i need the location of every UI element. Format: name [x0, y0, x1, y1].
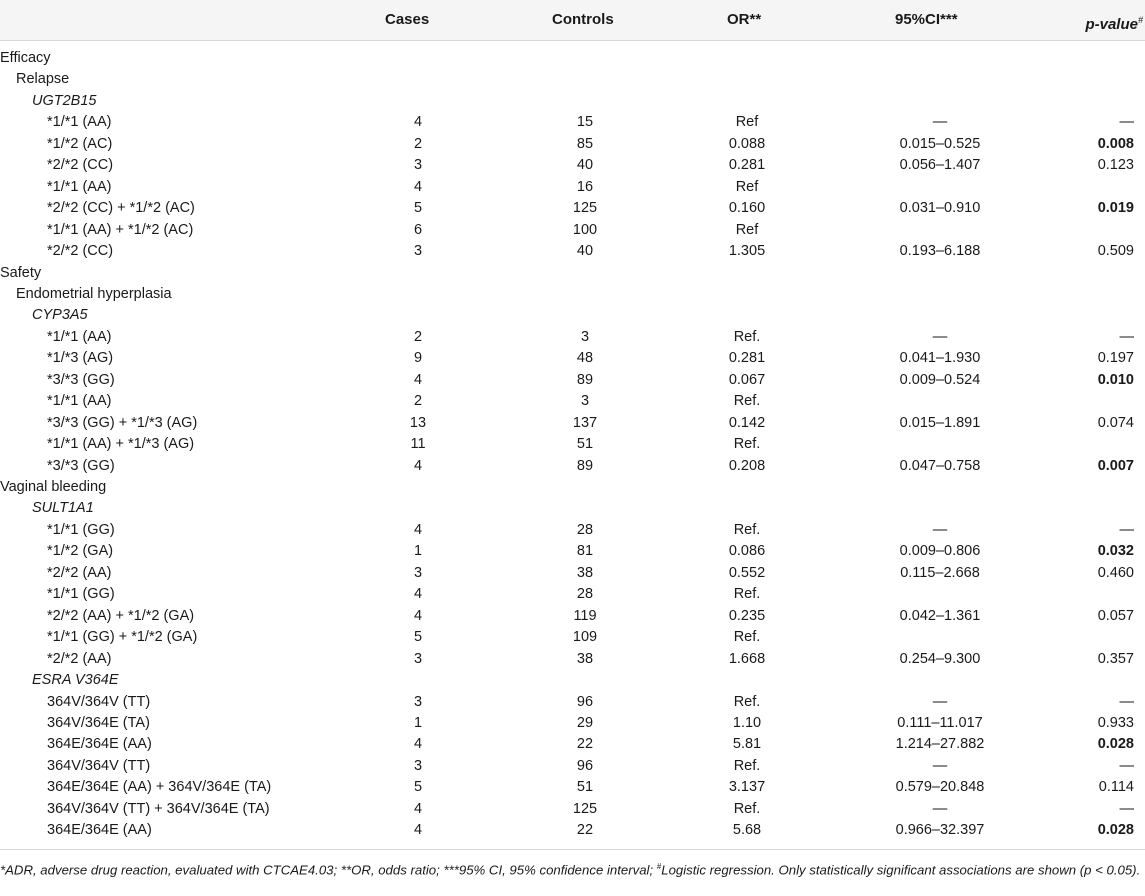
table-row	[0, 263, 1145, 285]
cell-controls: 109	[572, 629, 598, 646]
table-row	[0, 134, 1145, 156]
cell-controls: 3	[580, 328, 590, 345]
cell-or: 0.086	[728, 543, 766, 560]
table-row	[0, 584, 1145, 606]
cell-or: 0.142	[728, 414, 766, 431]
cell-controls: 51	[576, 779, 594, 796]
cell-ci: 0.009–0.524	[899, 371, 981, 388]
row-label: *2/*2 (AA)	[47, 650, 112, 667]
cell-p-value: 0.357	[1097, 650, 1134, 667]
header-cases: Cases	[385, 11, 430, 28]
cell-ci: 0.111–11.017	[897, 714, 983, 731]
row-label: Efficacy	[0, 50, 51, 66]
table-row	[0, 456, 1145, 478]
cell-controls: 40	[576, 157, 594, 174]
cell-p-value: 0.114	[1098, 779, 1134, 796]
cell-ci: 0.009–0.806	[899, 543, 981, 560]
row-label: CYP3A5	[32, 307, 88, 324]
cell-p-value: 0.007	[1097, 457, 1134, 474]
table-row	[0, 649, 1145, 671]
table-row	[0, 799, 1145, 821]
row-label: *2/*2 (AA) + *1/*2 (GA)	[47, 607, 195, 624]
cell-p-value: 0.197	[1097, 350, 1134, 367]
row-label: SULT1A1	[32, 500, 94, 517]
cell-or: 1.305	[728, 243, 766, 260]
cell-or: Ref.	[733, 393, 761, 410]
cell-or: Ref	[735, 114, 759, 131]
cell-controls: 137	[572, 414, 598, 431]
cell-controls: 28	[576, 521, 594, 538]
row-label: 364E/364E (AA)	[47, 736, 152, 753]
cell-or: 1.10	[732, 714, 762, 731]
row-label: *1/*1 (AA)	[47, 178, 112, 195]
row-label: *1/*1 (AA)	[47, 393, 112, 410]
cell-controls: 38	[576, 650, 594, 667]
cell-or: 5.68	[732, 822, 762, 839]
cell-controls: 28	[576, 586, 594, 603]
table-row	[0, 734, 1145, 756]
cell-controls: 38	[576, 564, 594, 581]
table-header	[0, 0, 1145, 41]
cell-cases: 1	[413, 714, 423, 731]
cell-cases: 4	[413, 800, 423, 817]
row-label: *1/*1 (AA)	[47, 328, 112, 345]
cell-p-value: 0.057	[1097, 607, 1134, 624]
row-label: *1/*1 (AA)	[47, 114, 112, 131]
table-row	[0, 69, 1145, 91]
cell-or: Ref.	[733, 328, 761, 345]
cell-or: 0.281	[728, 350, 766, 367]
cell-controls: 40	[576, 243, 594, 260]
cell-or: 0.552	[728, 564, 766, 581]
table-row	[0, 348, 1145, 370]
table-row	[0, 520, 1145, 542]
cell-or: 0.067	[728, 371, 766, 388]
row-label: UGT2B15	[32, 92, 97, 109]
cell-or: Ref.	[733, 436, 761, 453]
cell-ci: 0.056–1.407	[899, 157, 981, 174]
header-ci: 95%CI***	[895, 11, 958, 28]
cell-ci: 1.214–27.882	[895, 736, 985, 753]
cell-or: Ref	[735, 221, 759, 238]
cell-p-value: —	[1119, 693, 1134, 710]
cell-controls: 89	[576, 371, 594, 388]
table-row	[0, 541, 1145, 563]
cell-ci: —	[932, 521, 948, 538]
cell-or: 0.160	[728, 200, 766, 217]
cell-cases: 13	[409, 414, 427, 431]
cell-controls: 15	[576, 114, 594, 131]
cell-controls: 22	[576, 736, 594, 753]
row-label: *2/*2 (AA)	[47, 564, 112, 581]
row-label: *1/*1 (GG)	[47, 586, 115, 603]
table-row	[0, 777, 1145, 799]
cell-cases: 4	[413, 457, 423, 474]
table-row	[0, 413, 1145, 435]
cell-or: Ref.	[733, 693, 761, 710]
cell-or: 0.235	[728, 607, 766, 624]
row-label: 364V/364V (TT) + 364V/364E (TA)	[47, 800, 270, 817]
cell-p-value: —	[1119, 521, 1134, 538]
table-row	[0, 220, 1145, 242]
row-label: *3/*3 (GG)	[47, 371, 115, 388]
cell-or: 3.137	[728, 779, 766, 796]
row-label: *1/*2 (GA)	[47, 543, 114, 560]
cell-p-value: 0.032	[1097, 543, 1134, 560]
cell-ci: 0.966–32.397	[895, 822, 985, 839]
row-label: Vaginal bleeding	[0, 479, 107, 495]
cell-p-value: 0.460	[1097, 564, 1134, 581]
cell-controls: 81	[576, 543, 594, 560]
row-label: *1/*1 (AA) + *1/*3 (AG)	[47, 436, 195, 453]
cell-p-value: 0.123	[1097, 157, 1134, 174]
cell-p-value: —	[1119, 328, 1134, 345]
cell-cases: 3	[413, 564, 423, 581]
table-bottom-rule	[0, 849, 1145, 850]
table-footnote: *ADR, adverse drug reaction, evaluated with CTCAE4.03; **OR, odds ratio; ***95% CI, 95% confidence interval; #Logistic regression. Only statistically significant associations are shown (p < 0.05).	[0, 862, 1141, 878]
cell-controls: 96	[576, 757, 594, 774]
table-row	[0, 112, 1145, 134]
header-or: OR**	[727, 11, 762, 28]
table-row	[0, 670, 1145, 692]
row-label: *2/*2 (CC)	[47, 157, 114, 174]
table-row	[0, 48, 1145, 70]
table-row	[0, 498, 1145, 520]
cell-ci: —	[932, 757, 948, 774]
cell-p-value: 0.008	[1097, 135, 1134, 152]
row-label: *2/*2 (CC)	[47, 243, 114, 260]
cell-ci: —	[932, 114, 948, 131]
table-row	[0, 627, 1145, 649]
cell-controls: 125	[572, 800, 598, 817]
cell-cases: 6	[413, 221, 423, 238]
cell-p-value: 0.010	[1097, 371, 1134, 388]
table-row	[0, 370, 1145, 392]
cell-p-value: —	[1119, 757, 1134, 774]
cell-ci: 0.115–2.668	[900, 564, 980, 581]
table-row	[0, 477, 1145, 499]
table-row	[0, 820, 1145, 842]
row-label: Endometrial hyperplasia	[16, 285, 172, 302]
cell-ci: 0.047–0.758	[899, 457, 981, 474]
table-row	[0, 177, 1145, 199]
row-label: *2/*2 (CC) + *1/*2 (AC)	[47, 200, 195, 217]
cell-ci: 0.254–9.300	[899, 650, 981, 667]
cell-cases: 2	[413, 328, 423, 345]
cell-p-value: 0.028	[1097, 822, 1134, 839]
table-row	[0, 692, 1145, 714]
cell-cases: 5	[413, 200, 423, 217]
table-row	[0, 155, 1145, 177]
cell-ci: 0.015–1.891	[899, 414, 981, 431]
cell-or: 0.281	[728, 157, 766, 174]
table-row	[0, 241, 1145, 263]
cell-p-value: 0.028	[1097, 736, 1134, 753]
cell-or: 0.208	[728, 457, 766, 474]
cell-or: Ref	[735, 178, 759, 195]
cell-controls: 100	[572, 221, 598, 238]
cell-or: Ref.	[733, 521, 761, 538]
cell-cases: 4	[413, 607, 423, 624]
row-label: *1/*2 (AC)	[47, 135, 113, 152]
cell-cases: 3	[413, 650, 423, 667]
row-label: *1/*1 (GG) + *1/*2 (GA)	[47, 629, 198, 646]
cell-ci: 0.031–0.910	[899, 200, 981, 217]
cell-p-value: 0.074	[1097, 414, 1134, 431]
cell-controls: 85	[576, 135, 594, 152]
row-label: *1/*3 (AG)	[47, 350, 114, 367]
table-row	[0, 91, 1145, 113]
header-controls: Controls	[552, 11, 614, 28]
cell-cases: 3	[413, 757, 423, 774]
table-row	[0, 756, 1145, 778]
cell-or: 1.668	[728, 650, 766, 667]
table-row	[0, 305, 1145, 327]
cell-ci: —	[932, 693, 948, 710]
row-label: 364V/364V (TT)	[47, 693, 151, 710]
row-label: *3/*3 (GG) + *1/*3 (AG)	[47, 414, 198, 431]
cell-controls: 16	[576, 178, 594, 195]
cell-ci: —	[932, 800, 948, 817]
cell-cases: 5	[413, 629, 423, 646]
cell-controls: 125	[572, 200, 598, 217]
cell-p-value: —	[1119, 114, 1134, 131]
table-row	[0, 563, 1145, 585]
cell-controls: 51	[576, 436, 594, 453]
cell-or: Ref.	[733, 586, 761, 603]
cell-cases: 4	[413, 822, 423, 839]
cell-p-value: 0.019	[1097, 200, 1134, 217]
cell-cases: 9	[413, 350, 423, 367]
cell-or: Ref.	[733, 800, 761, 817]
table-row	[0, 198, 1145, 220]
row-label: Relapse	[16, 71, 70, 88]
cell-controls: 96	[576, 693, 594, 710]
cell-cases: 4	[413, 114, 423, 131]
table-row	[0, 284, 1145, 306]
cell-ci: 0.579–20.848	[895, 779, 985, 796]
row-label: 364E/364E (AA) + 364V/364E (TA)	[47, 779, 272, 796]
cell-controls: 3	[580, 393, 590, 410]
cell-cases: 4	[413, 521, 423, 538]
row-label: ESRA V364E	[32, 672, 119, 689]
cell-ci: 0.193–6.188	[899, 243, 981, 260]
cell-cases: 11	[410, 436, 426, 453]
cell-or: 5.81	[732, 736, 762, 753]
table-row	[0, 327, 1145, 349]
table-row	[0, 713, 1145, 735]
cell-cases: 4	[413, 586, 423, 603]
header-p-value: p-value#	[1085, 15, 1143, 33]
cell-controls: 89	[576, 457, 594, 474]
cell-cases: 4	[413, 736, 423, 753]
cell-cases: 4	[413, 371, 423, 388]
cell-cases: 4	[413, 178, 423, 195]
row-label: *3/*3 (GG)	[47, 457, 115, 474]
cell-controls: 22	[576, 822, 594, 839]
cell-p-value: 0.933	[1097, 714, 1134, 731]
table-row	[0, 391, 1145, 413]
cell-ci: 0.042–1.361	[899, 607, 981, 624]
row-label: *1/*1 (AA) + *1/*2 (AC)	[47, 221, 194, 238]
cell-ci: —	[932, 328, 948, 345]
cell-p-value: —	[1119, 800, 1134, 817]
row-label: 364E/364E (AA)	[47, 822, 152, 839]
row-label: 364V/364V (TT)	[47, 757, 151, 774]
cell-cases: 5	[413, 779, 423, 796]
cell-or: Ref.	[733, 757, 761, 774]
cell-cases: 3	[413, 693, 423, 710]
cell-cases: 3	[413, 243, 423, 260]
table-row	[0, 434, 1145, 456]
cell-cases: 3	[413, 157, 423, 174]
cell-cases: 1	[413, 543, 423, 560]
row-label: Safety	[0, 264, 42, 281]
row-label: *1/*1 (GG)	[47, 521, 115, 538]
cell-cases: 2	[413, 135, 423, 152]
table-row	[0, 606, 1145, 628]
cell-cases: 2	[413, 393, 423, 410]
cell-controls: 119	[573, 607, 597, 624]
cell-or: Ref.	[733, 629, 761, 646]
cell-controls: 29	[576, 714, 594, 731]
cell-p-value: 0.509	[1097, 243, 1134, 260]
cell-or: 0.088	[728, 135, 766, 152]
cell-ci: 0.015–0.525	[899, 135, 981, 152]
cell-ci: 0.041–1.930	[899, 350, 981, 367]
row-label: 364V/364E (TA)	[47, 714, 150, 731]
cell-controls: 48	[576, 350, 594, 367]
